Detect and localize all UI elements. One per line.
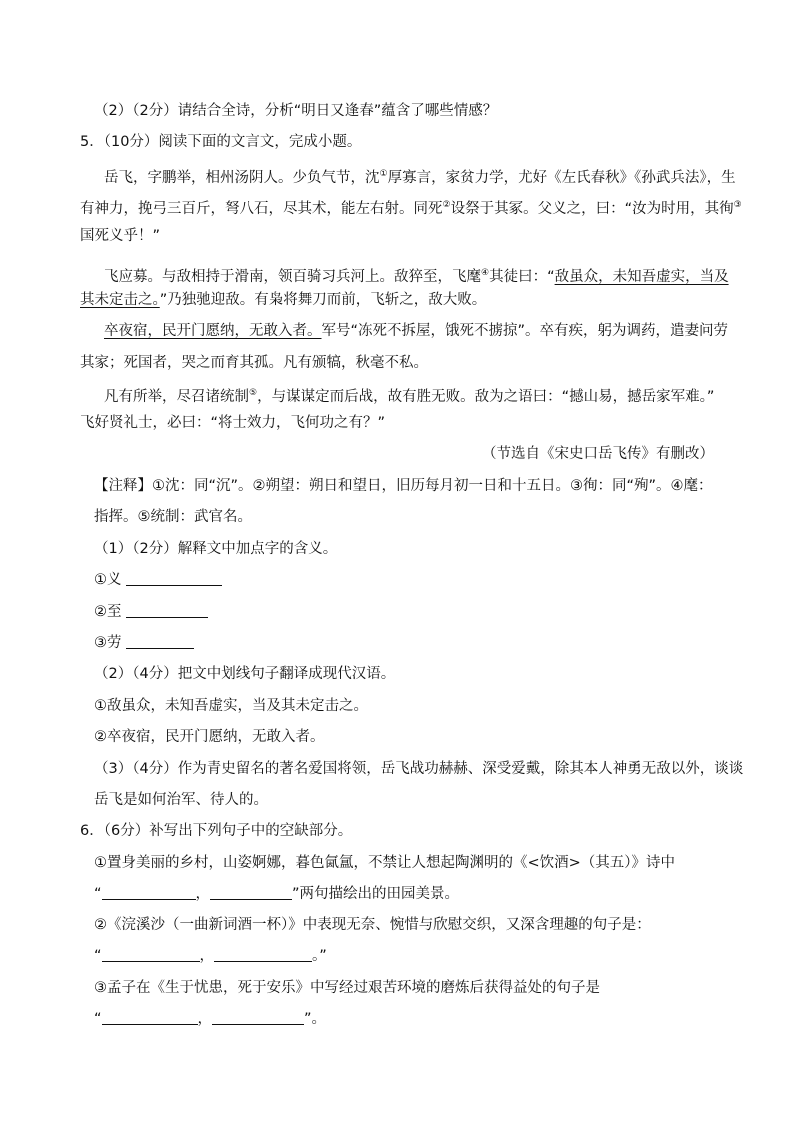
question-4-2: （2）（2分）请结合全诗，分析“明日又逢春”蕴含了哪些情感？ — [94, 103, 498, 119]
question-6-heading: 6．（6分）补写出下列句子中的空缺部分。 — [80, 823, 353, 839]
answer-blank[interactable] — [126, 603, 208, 618]
fill-item-2-line-2: “ ， 。” — [94, 948, 327, 964]
passage-paragraph-1-line-1: 岳飞，字鹏举，相州汤阴人。少负气节，沈①厚寡言，家贫力学，尤好《左氏春秋》《孙武兵法》，生 — [104, 169, 736, 186]
translate-item-2: ②卒夜宿，民开门愿纳，无敢入者。 — [94, 729, 325, 745]
note-marker-4: ④ — [481, 268, 490, 278]
fill-item-1-line-1: ①置身美丽的乡村，山姿婀娜，暮色氤氲，不禁让人想起陶渊明的《<饮酒>（其五）》诗中 — [94, 855, 676, 871]
sub-question-3-line-1: （3）（4分）作为青史留名的著名爱国将领，岳飞战功赫赫、深受爱戴，除其本人神勇无敌以外，谈谈 — [94, 761, 744, 777]
answer-blank[interactable] — [214, 947, 312, 962]
answer-blank[interactable] — [210, 885, 292, 900]
passage-paragraph-3-line-2: 其家；死国者，哭之而育其孤。凡有颁犒，秋毫不私。 — [80, 355, 428, 371]
passage-paragraph-3-line-1: 卒夜宿，民开门愿纳，无敢入者。军号“冻死不拆屋，饿死不掳掠”。卒有疾，躬为调药，遣妻问劳 — [104, 323, 729, 339]
answer-blank[interactable] — [212, 1010, 304, 1025]
passage-source: （节选自《宋史口岳飞传》有删改） — [482, 446, 714, 462]
passage-paragraph-1-line-2: 有神力，挽弓三百斤，弩八石，尽其术，能左右射。同死②设祭于其冢。父义之，曰：“汝为时用，其徇③ — [80, 200, 742, 217]
sub-question-1: （1）（2分）解释文中加点字的含义。 — [94, 541, 338, 557]
answer-blank[interactable] — [102, 947, 200, 962]
fill-item-2-line-1: ②《浣溪沙（一曲新词酒一杯）》中表现无奈、惋惜与欣慰交织，又深含理趣的句子是： — [94, 917, 651, 933]
note-marker-3: ③ — [733, 200, 742, 210]
passage-paragraph-1-line-3: 国死义乎！” — [80, 228, 161, 244]
annotations-line-1: 【注释】①沈：同“沉”。②朔望：朔日和望日，旧历每月初一日和十五日。③徇：同“殉”。④麾： — [94, 478, 713, 494]
answer-blank[interactable] — [126, 571, 222, 586]
answer-blank[interactable] — [102, 885, 196, 900]
fill-item-3-line-2: “ ， ”。 — [94, 1011, 327, 1027]
fill-item-1-line-2: “ ， ”两句描绘出的田园美景。 — [94, 886, 460, 902]
note-marker-1: ① — [379, 169, 388, 179]
underlined-sentence-1-part-a: 敌虽众，未知吾虚实，当及 — [554, 269, 729, 285]
underlined-sentence-1-part-b: 其未定击之。 — [80, 292, 160, 308]
answer-blank[interactable] — [126, 634, 194, 649]
fill-item-3-line-1: ③孟子在《生于忧患，死于安乐》中写经过艰苦环境的磨炼后获得益处的句子是 — [94, 980, 600, 996]
word-item-2: ②至 — [94, 602, 208, 622]
translate-item-1: ①敌虽众，未知吾虚实，当及其未定击之。 — [94, 698, 368, 714]
passage-paragraph-4-line-2: 飞好贤礼士，必曰：“将士效力，飞何功之有？” — [80, 415, 386, 431]
sub-question-2: （2）（4分）把文中划线句子翻译成现代汉语。 — [94, 666, 396, 682]
note-marker-2: ② — [442, 200, 451, 210]
passage-paragraph-2-line-1: 飞应募。与敌相持于滑南，领百骑习兵河上。敌猝至，飞麾④其徒曰：“敌虽众，未知吾虚实，当及 — [104, 268, 729, 285]
word-item-3: ③劳 — [94, 633, 194, 653]
passage-paragraph-4-line-1: 凡有所举，尽召诸统制⑤，与谋谋定而后战，故有胜无败。敌为之语曰：“撼山易，撼岳家军难。” — [104, 388, 715, 405]
answer-blank[interactable] — [102, 1010, 198, 1025]
underlined-sentence-2: 卒夜宿，民开门愿纳，无敢入者。 — [104, 323, 322, 339]
note-marker-5: ⑤ — [249, 388, 258, 398]
sub-question-3-line-2: 岳飞是如何治军、待人的。 — [94, 792, 268, 808]
word-item-1: ①义 — [94, 570, 222, 590]
passage-paragraph-2-line-2: 其未定击之。”乃独驰迎敌。有枭将舞刀而前，飞斩之，敌大败。 — [80, 292, 487, 308]
annotations-line-2: 指挥。⑤统制：武官名。 — [94, 509, 252, 525]
question-5-heading: 5．（10分）阅读下面的文言文，完成小题。 — [80, 134, 362, 150]
